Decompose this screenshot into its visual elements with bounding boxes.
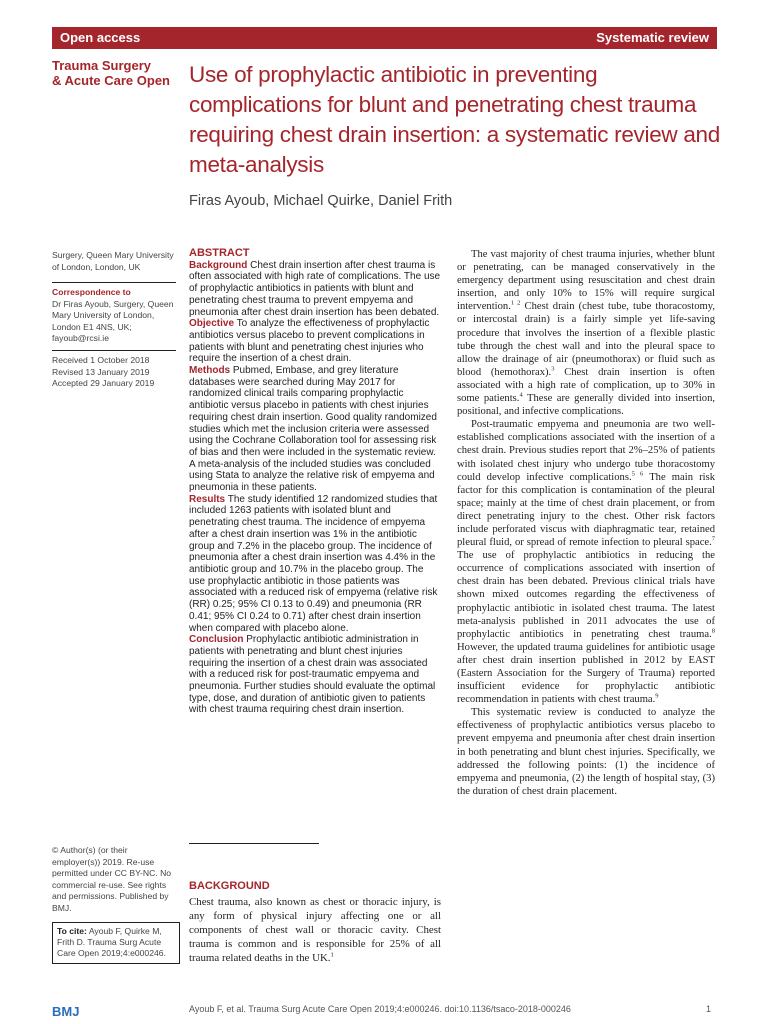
reference-marker: 3 [551, 365, 555, 373]
article-type-label: Systematic review [596, 30, 709, 45]
abstract-background-label: Background [189, 259, 248, 271]
abstract-conclusion-label: Conclusion [189, 634, 244, 646]
reference-marker: 4 [519, 391, 523, 399]
right-paragraph-2d: However, the updated trauma guidelines for antibiotic usage after chest drain insertion published in 2012 by EAST (Eastern Association for the Surgery of Trauma) reported insufficient evidence for prophylactic antibiotic recommendation in patients with chest trauma. [457, 641, 715, 706]
abstract-results-label: Results [189, 493, 226, 505]
copyright-notice: © Author(s) (or their employer(s)) 2019. Re-use permitted under CC BY-NC. No commercial re-use. See rights and permissions. Published by BMJ. [52, 845, 172, 913]
article-title: Use of prophylactic antibiotic in preventing complications for blunt and penetrating chest trauma requiring chest drain insertion: a systematic review and meta-analysis [189, 62, 720, 177]
right-paragraph-1c: Chest drain insertion is often associated with a high rate of complication, up to 30% in some patients. [457, 366, 715, 405]
abstract-methods: Pubmed, Embase, and grey literature databases were searched during May 2017 for randomized clinical trails comparing prophylactic antibiotic versus placebo in patients with chest injuries requiring chest drain insertion. Good quality randomized studies which met the inclusion criteria were assessed using the Cochrane Collaboration tool for assessing risk of bias and then were included in the systematic review. A meta-analysis of the included studies was concluded using Stata to analyze the relative risk of empyema and pneumonia in these patients. [189, 365, 437, 494]
article-dates [52, 355, 176, 390]
right-paragraph-3: This systematic review is conducted to analyze the effectiveness of prophylactic antibiotics versus placebo to prevent empyema and pneumonia after chest drain insertion in both penetrating and blunt chest injuries. Specifically, we addressed the following points: (1) the incidence of empyema and pneumonia, (2) the length of hospital stay, (3) the duration of chest drain placement. [457, 707, 715, 797]
reference-marker: 5 6 [631, 470, 644, 478]
right-paragraph-1b: Chest drain (chest tube, tube thoracostomy, or intercostal drain) is a fairly simple yet life-saving procedure that involves the insertion of a flexible plastic tube through the chest wall and into the pleural space to allow the drainage of air (pneumothorax) or fluid such as blood (hemothorax). [457, 301, 716, 378]
revised-date: Revised 13 January 2019 [52, 366, 150, 377]
reference-marker: 1 [330, 951, 334, 959]
right-paragraph-2b: The main risk factor for this complication is contamination of the pleural space; mainly at the time of chest drain placement, or from direct penetrating injury to the chest. Other risk factors include perforated viscus with diaphragmatic tear, retained pleural fluid, or spread of remote infection to pleural space. [457, 471, 716, 549]
background-text [189, 895, 441, 965]
abstract [189, 248, 441, 716]
right-column [457, 248, 715, 798]
page-number: 1 [706, 1004, 712, 1014]
accepted-date: Accepted 29 January 2019 [52, 378, 155, 389]
received-date: Received 1 October 2018 [52, 355, 150, 365]
reference-marker: 7 [711, 535, 715, 543]
abstract-objective: To analyze the effectiveness of prophylactic antibiotics versus placebo to prevent complications in patients with blunt and penetrating chest injuries who require the insertion of a chest drain. [189, 318, 430, 365]
journal-logo [52, 58, 182, 88]
bmj-logo: BMJ [52, 1004, 80, 1019]
right-paragraph-1d: These are generally divided into insertion, positional, and infective complications. [457, 393, 716, 418]
right-paragraph-2c: The use of prophylactic antibiotics in reducing the occurrence of complications associated with insertion of chest drain has been debated. Previous clinical trials have shown mixed outcomes regarding the effectiveness of prophylactic antibiotic in isolated chest trauma. The latest meta-analysis published in 2011 advocates the use of prophylactic antibiotics in penetrating chest trauma. [457, 550, 715, 640]
abstract-results: The study identified 12 randomized studies that included 1263 patients with isolated blunt and penetrating chest trauma. The incidence of empyema after a chest drain insertion was 1% in the antibiotic group and 7.2% in the placebo group. The incidence of pneumonia after a chest drain insertion was 4.4% in the antibiotic group and 10.7% in the placebo group. The use prophylactic antibiotic in those patients was associated with a reduced risk of empyema (relative risk (RR) 0.25; 95% CI 0.13 to 0.49) and pneumonia (RR 0.41; 95% CI 0.24 to 0.71) after chest drain insertion when compared with placebo alone. [189, 493, 438, 634]
cite-label: To cite: [57, 926, 87, 936]
right-paragraph-1: The vast majority of chest trauma injuries, whether blunt or penetrating, can be managed conservatively in the emergency department using resuscitation and chest drain insertion, and only 10% to 15% will require surgical intervention. [457, 249, 715, 313]
abstract-conclusion: Prophylactic antibiotic administration in patients with penetrating and blunt chest injuries requiring the insertion of a chest drain was associated with a reduced risk for post-traumatic empyema and pneumonia. Further studies should evaluate the optimal type, dose, and duration of antibiotic given to patients with chest trauma requiring chest drain insertion. [189, 634, 436, 716]
affiliation: Surgery, Queen Mary University of London, London, UK [52, 250, 174, 272]
abstract-methods-label: Methods [189, 365, 231, 377]
abstract-background: Chest drain insertion after chest trauma is often associated with high rate of complications. The use of prophylactic antibiotics in patients with blunt and penetrating chest trauma to prevent empyema and pneumonia after chest drain insertion has been debated. [189, 259, 441, 318]
reference-marker: 9 [655, 692, 659, 700]
cite-box [52, 922, 180, 964]
abstract-objective-label: Objective [189, 318, 235, 330]
reference-marker: 8 [711, 627, 715, 635]
reference-marker: 1 2 [510, 299, 521, 307]
correspondence-heading: Correspondence to [52, 287, 131, 297]
journal-name-line1: Trauma Surgery [52, 58, 151, 73]
abstract-heading: ABSTRACT [189, 247, 250, 259]
open-access-label: Open access [60, 30, 141, 45]
author-list: Firas Ayoub, Michael Quirke, Daniel Frith [189, 193, 453, 209]
cite-text: Ayoub F, Quirke M, Frith D. Trauma Surg Acute Care Open 2019;4:e000246. [57, 926, 166, 959]
footer-citation: Ayoub F, et al. Trauma Surg Acute Care Open 2019;4:e000246. doi:10.1136/tsaco-2018-000246 [189, 1004, 571, 1014]
journal-name-line2: & Acute Care Open [52, 73, 170, 88]
right-paragraph-2: Post-traumatic empyema and pneumonia are two well-established complications associated with the insertion of a chest drain. Previous studies report that 2%–25% of patients with isolated chest injury who undergo tube thoracostomy could develop infective complications. [457, 419, 715, 483]
background-paragraph: Chest trauma, also known as chest or thoracic injury, is any form of physical injury affecting one or all components of chest wall or thoracic cavity. Chest trauma is common and is responsible for 25% of all trauma related deaths in the UK. [189, 896, 441, 965]
top-banner [52, 27, 717, 49]
correspondence [52, 287, 176, 345]
correspondence-text: Dr Firas Ayoub, Surgery, Queen Mary University of London, London E1 4NS, UK; fayoub@rcsi.ie [52, 298, 174, 344]
background-heading: BACKGROUND [189, 880, 270, 892]
